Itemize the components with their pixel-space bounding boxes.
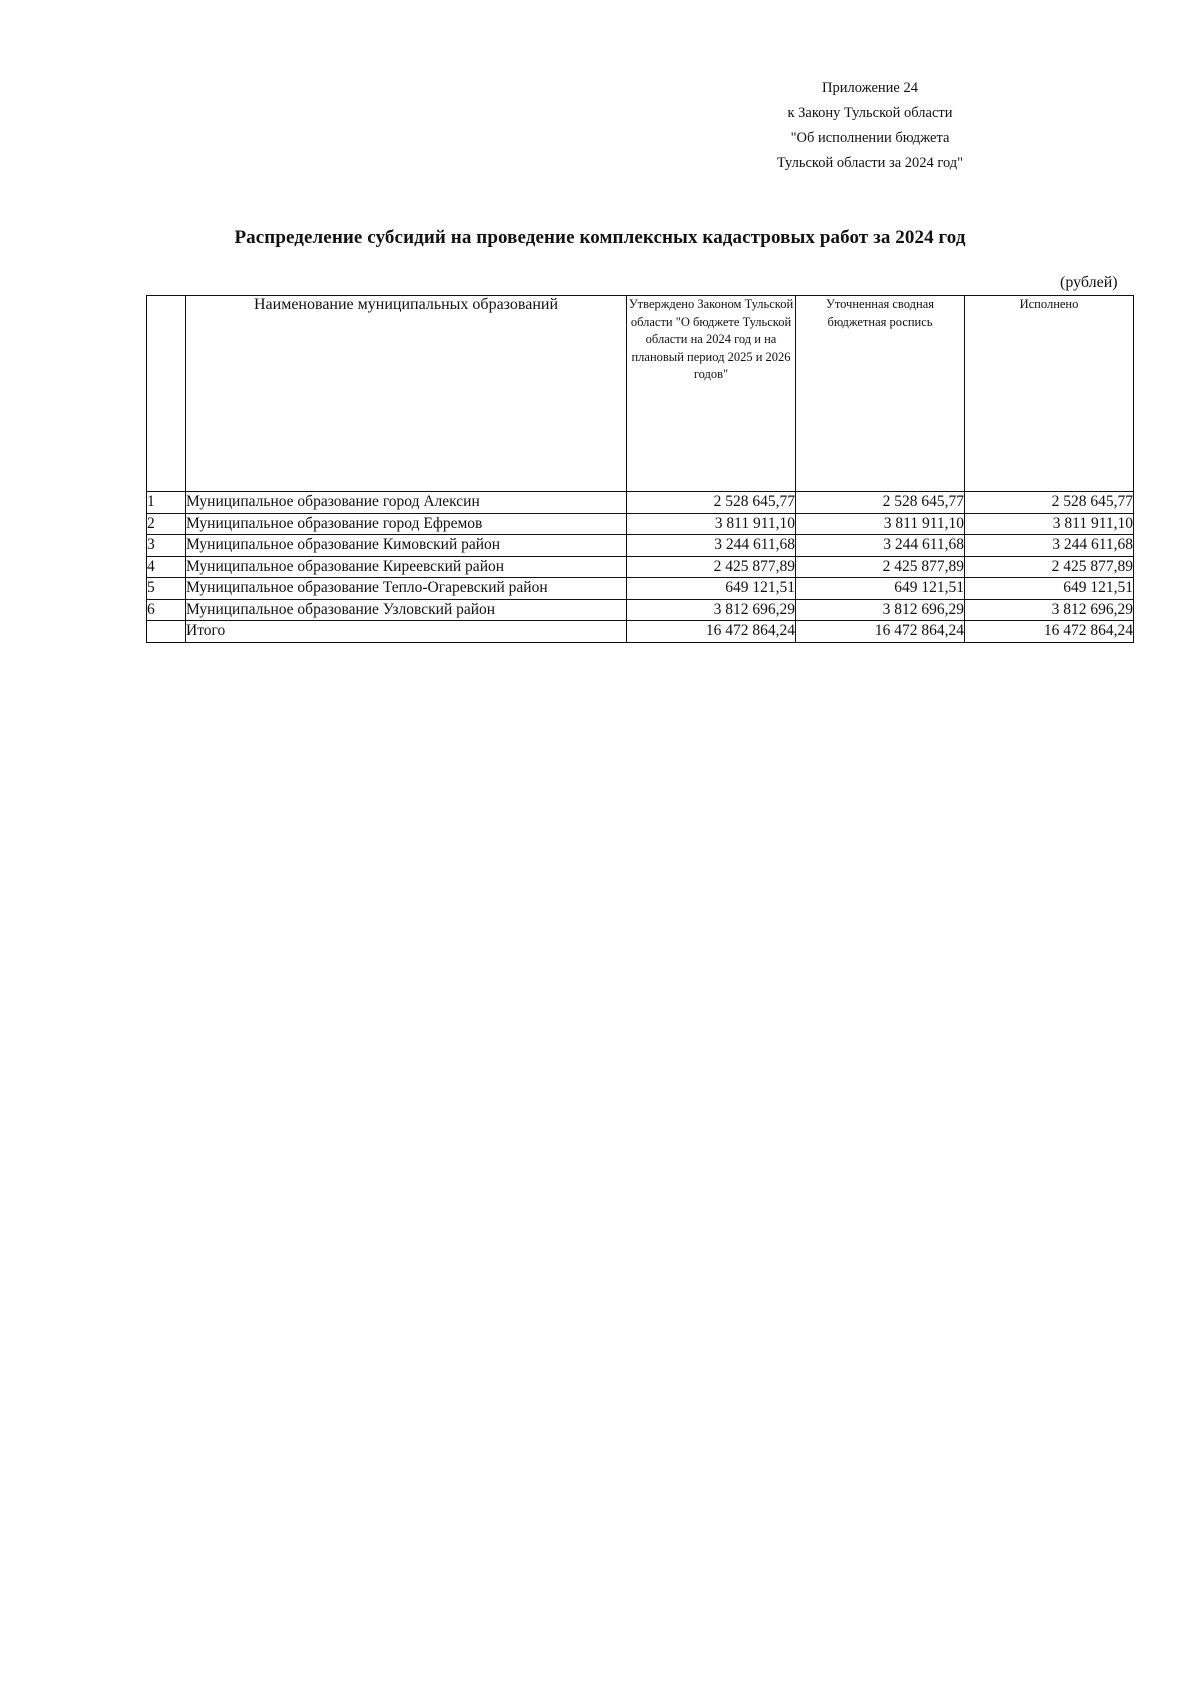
row-approved: 649 121,51 xyxy=(627,578,796,600)
appendix-line: Тульской области за 2024 год" xyxy=(776,155,964,171)
row-executed: 2 528 645,77 xyxy=(965,492,1134,514)
row-num: 2 xyxy=(147,513,186,535)
row-num: 6 xyxy=(147,599,186,621)
table-row xyxy=(147,535,1134,557)
row-num: 1 xyxy=(147,492,186,514)
header-name: Наименование муниципальных образований xyxy=(186,296,627,492)
row-name: Муниципальное образование город Ефремов xyxy=(186,513,627,535)
row-name: Муниципальное образование город Алексин xyxy=(186,492,627,514)
row-name: Муниципальное образование Тепло-Огаревский район xyxy=(186,578,627,600)
row-num: 5 xyxy=(147,578,186,600)
table-row xyxy=(147,578,1134,600)
row-executed: 3 812 696,29 xyxy=(965,599,1134,621)
table-row xyxy=(147,492,1134,514)
header-approved: Утверждено Законом Тульской области "О бюджете Тульской области на 2024 год и на плановый период 2025 и 2026 годов" xyxy=(627,296,796,492)
total-executed: 16 472 864,24 xyxy=(965,621,1134,643)
table-row xyxy=(147,513,1134,535)
row-revised: 2 425 877,89 xyxy=(796,556,965,578)
units-label: (рублей) xyxy=(1060,274,1118,291)
header-revised: Уточненная сводная бюджетная роспись xyxy=(796,296,965,492)
row-executed: 3 811 911,10 xyxy=(965,513,1134,535)
appendix-line: к Закону Тульской области xyxy=(787,105,953,121)
row-approved: 2 425 877,89 xyxy=(627,556,796,578)
header-executed: Исполнено xyxy=(965,296,1134,492)
total-label: Итого xyxy=(186,621,627,643)
table-row xyxy=(147,556,1134,578)
total-approved: 16 472 864,24 xyxy=(627,621,796,643)
row-approved: 3 811 911,10 xyxy=(627,513,796,535)
row-num: 4 xyxy=(147,556,186,578)
row-approved: 3 812 696,29 xyxy=(627,599,796,621)
subsidy-table xyxy=(146,295,1134,643)
table-row xyxy=(147,599,1134,621)
total-num xyxy=(147,621,186,643)
appendix-line: "Об исполнении бюджета xyxy=(790,130,950,146)
header-num xyxy=(147,296,186,492)
row-executed: 2 425 877,89 xyxy=(965,556,1134,578)
row-revised: 3 812 696,29 xyxy=(796,599,965,621)
table-header-row xyxy=(147,296,1134,492)
row-revised: 3 244 611,68 xyxy=(796,535,965,557)
row-revised: 3 811 911,10 xyxy=(796,513,965,535)
appendix-line: Приложение 24 xyxy=(822,80,918,96)
row-name: Муниципальное образование Кимовский район xyxy=(186,535,627,557)
total-revised: 16 472 864,24 xyxy=(796,621,965,643)
row-executed: 649 121,51 xyxy=(965,578,1134,600)
row-approved: 2 528 645,77 xyxy=(627,492,796,514)
document-title: Распределение субсидий на проведение комплексных кадастровых работ за 2024 год xyxy=(234,227,966,248)
row-revised: 2 528 645,77 xyxy=(796,492,965,514)
row-name: Муниципальное образование Киреевский район xyxy=(186,556,627,578)
row-name: Муниципальное образование Узловский район xyxy=(186,599,627,621)
row-num: 3 xyxy=(147,535,186,557)
row-approved: 3 244 611,68 xyxy=(627,535,796,557)
row-revised: 649 121,51 xyxy=(796,578,965,600)
appendix-note xyxy=(730,76,1010,176)
row-executed: 3 244 611,68 xyxy=(965,535,1134,557)
table-total-row xyxy=(147,621,1134,643)
